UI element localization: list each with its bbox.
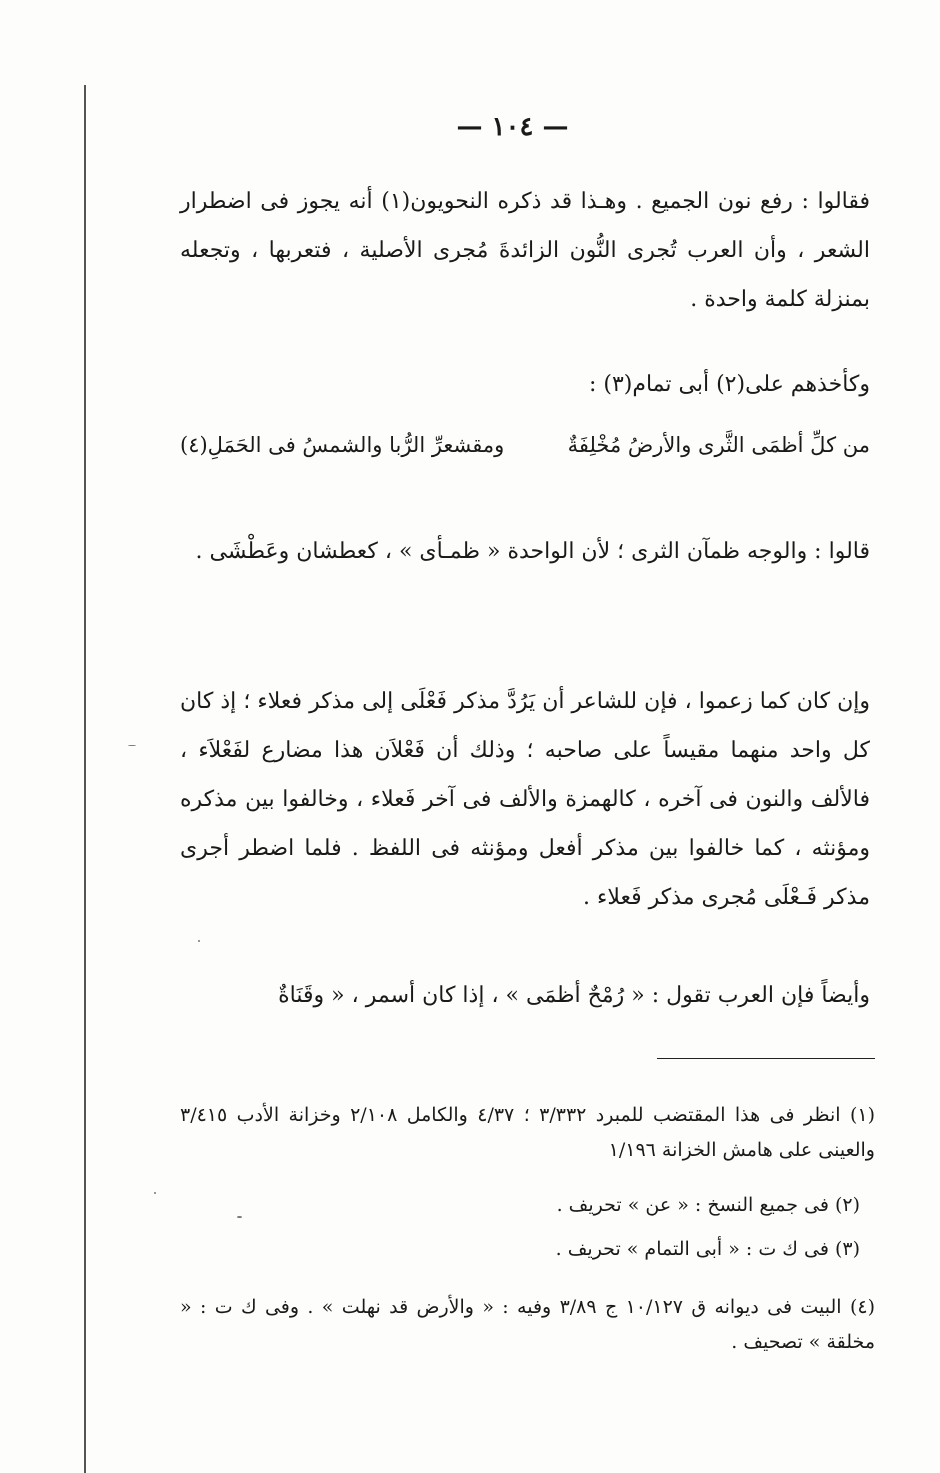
footnote-1: (١) انظر فى هذا المقتضب للمبرد ٣/٣٣٢ ؛ ٤/٣٧ والكامل ٢/١٠٨ وخزانة الأدب ٣/٤١٥ والعينى على هامش الخزانة ١/١٩٦ (180, 1104, 876, 1161)
paragraph-4: وإن كان كما زعموا ، فإن للشاعر أن يَرُدَّ مذكر فَعْلَى إلى مذكر فعلاء ؛ إذ كان كل واحد منهما مقيساً على صاحبه ؛ وذلك أن فَعْلاَن هذا مضارع لفَعْلاَء ، فالألف والنون فى آخره ، كالهمزة والألف فى آخر فَعلاء ، وخالفوا بين مذكره ومؤنثه ، كما خالفوا بين مذكر أفعل ومؤنثه فى اللفظ . فلما اضطر أجرى مذكر فَـعْلَى مُجرى مذكر فَعلاء . (180, 689, 870, 910)
scan-speck (128, 745, 136, 746)
verse-line (180, 433, 870, 483)
paragraph-2: وكأخذهم على(٢) أبى تمام(٣) : (588, 372, 870, 397)
binding-edge-line (84, 85, 86, 1473)
footnote-3: (٣) فى ك ت : « أبى التمام » تحريف . (555, 1238, 860, 1260)
scan-speck (154, 1192, 156, 1194)
verse-first-hemistich: من كلِّ أظمَى الثَّرى والأرضُ مُخْلِفَةٌ (567, 433, 870, 457)
footnote-separator (657, 1058, 875, 1059)
verse-second-hemistich: ومقشعرِّ الرُّبا والشمسُ فى الحَمَلِ(٤) (180, 433, 505, 457)
paragraph-1: فقالوا : رفع نون الجميع . وهـذا قد ذكره النحويون(١) أنه يجوز فى اضطرار الشعر ، وأن العرب تُجرى النُّون الزائدةَ مُجرى الأصلية ، فتعربها ، وتجعله بمنزلة كلمة واحدة . (180, 189, 871, 312)
paragraph-3: قالوا : والوجه ظمآن الثرى ؛ لأن الواحدة « ظمـأى » ، كعطشان وعَطْشَى . (195, 539, 870, 564)
footnote-4: (٤) البيت فى ديوانه ق ١٠/١٢٧ ج ٣/٨٩ وفيه : « والأرض قد نهلت » . وفى ك ت : « مخلقة » تصحيف . (180, 1296, 875, 1353)
page-number: — ١٠٤ — (456, 112, 569, 142)
scan-speck (198, 940, 200, 942)
footnote-2: (٢) فى جميع النسخ : « عن » تحريف . (556, 1194, 860, 1216)
paragraph-5: وأيضاً فإن العرب تقول : « رُمْحٌ أظمَى » ، إذا كان أسمر ، « وقَنَاةٌ (278, 983, 870, 1008)
